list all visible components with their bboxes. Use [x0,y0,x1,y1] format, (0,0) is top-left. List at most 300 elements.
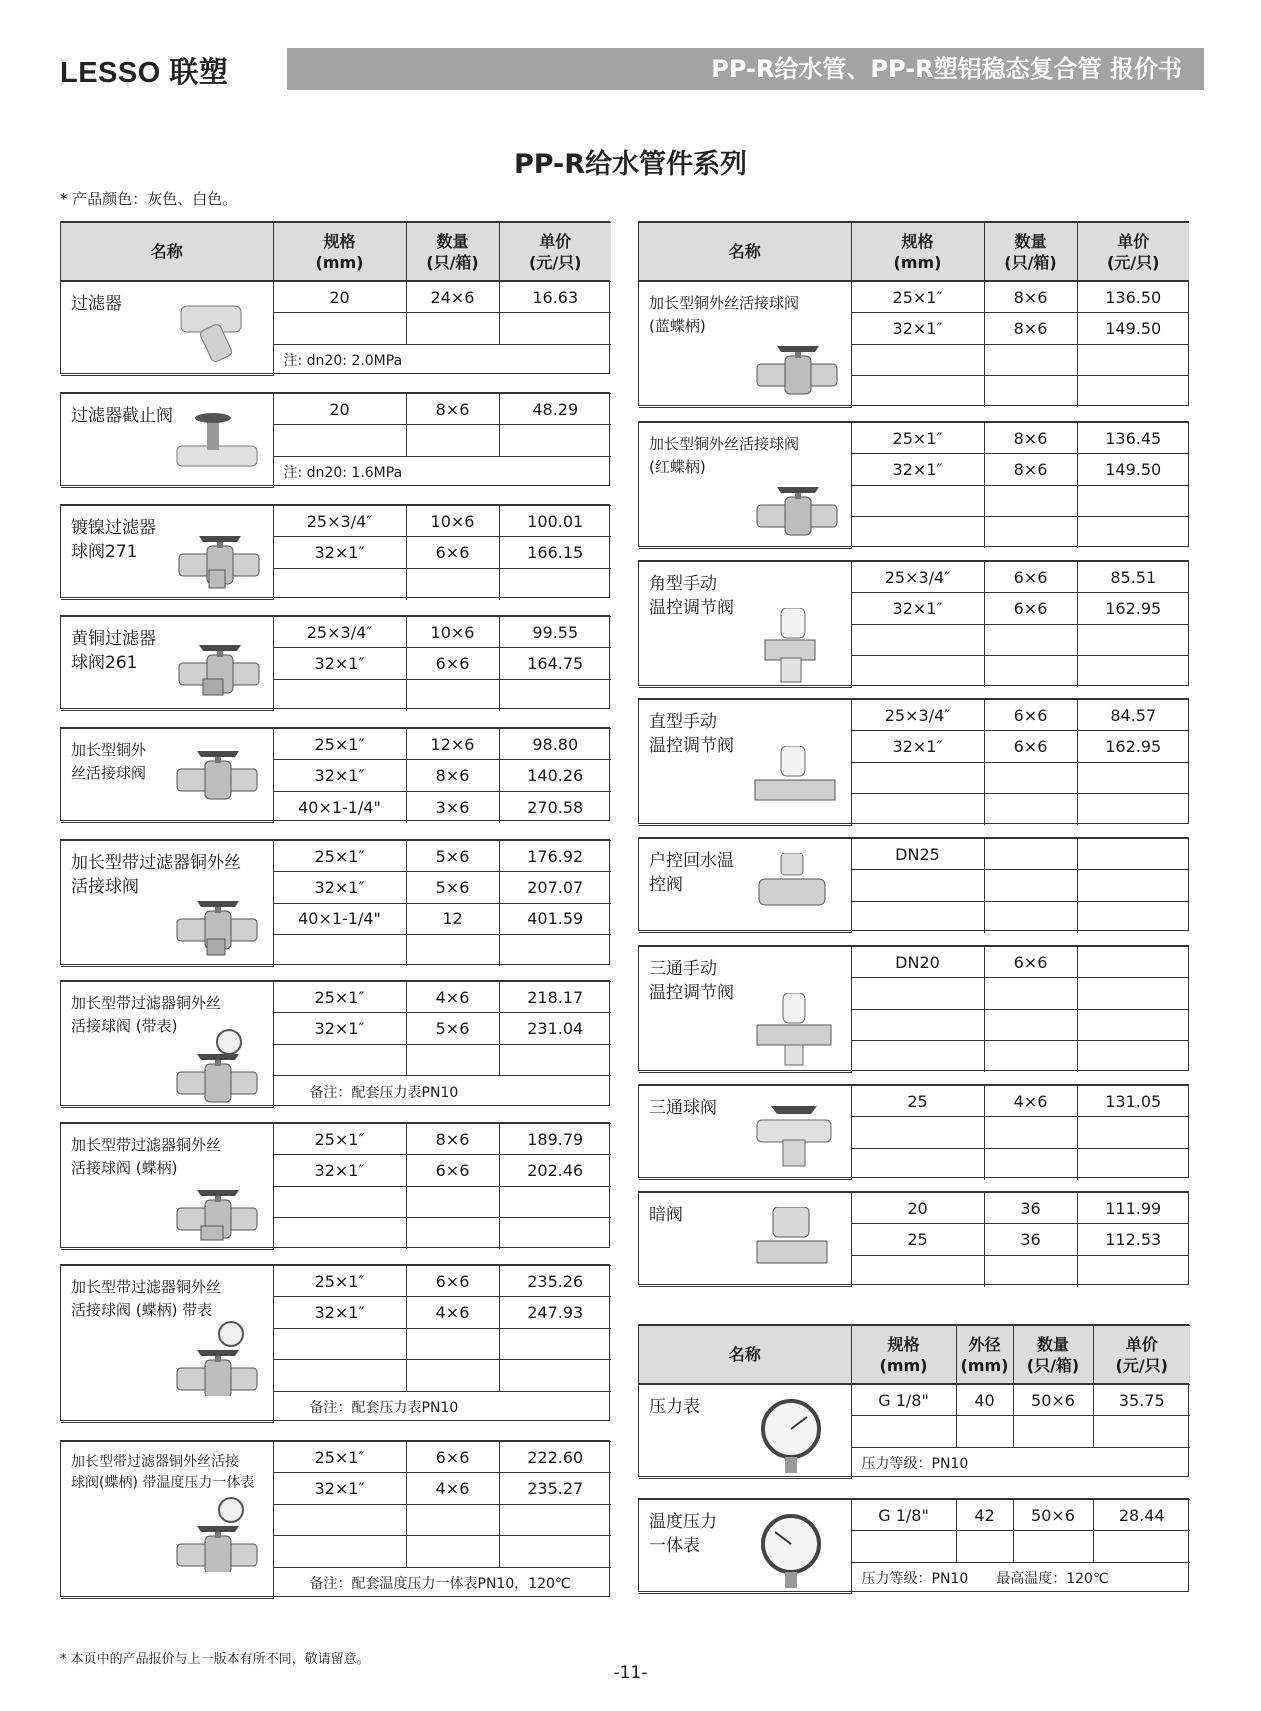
spec-cell [273,313,406,344]
spec-cell: DN20 [851,947,984,978]
qty-cell [984,762,1077,793]
product-name: 暗阀 [649,1205,683,1225]
product-block [60,1122,610,1248]
spec-cell: 32×1″ [851,313,984,344]
column-header-od: 外径 (mm) [956,1326,1013,1385]
column-header-price: 单价 (元/只) [1093,1326,1190,1385]
note-text: 备注：配套温度压力一体表PN10，120℃ [273,1567,611,1598]
qty-cell [1013,1416,1093,1447]
product-name: 镀镍过滤器 球阀271 [71,518,156,563]
product-name-cell [61,282,273,376]
spec-cell [851,344,984,375]
spec-cell: 25×1″ [851,282,984,313]
qty-cell: 8×6 [406,1124,499,1155]
product-block [60,727,610,821]
qty-cell: 8×6 [984,454,1077,485]
table-header-row [61,223,611,282]
column-header-spec: 规格 (mm) [851,223,984,282]
table-row [639,562,1189,593]
spec-cell [273,1360,406,1391]
table-row [639,1086,1189,1117]
spec-cell: 25×1″ [273,1124,406,1155]
product-name: 户控回水温 控阀 [649,851,734,896]
note-text: 注: dn20: 2.0MPa [273,344,611,375]
price-cell [499,425,611,456]
price-cell: 235.26 [499,1266,611,1297]
product-name-cell [639,839,851,933]
qty-cell [406,1044,499,1075]
table-row [639,282,1189,313]
spec-cell [851,624,984,655]
spec-cell [273,1186,406,1217]
product-name: 温度压力 一体表 [649,1512,717,1557]
price-cell: 112.53 [1077,1224,1189,1255]
qty-cell [984,794,1077,825]
od-cell: 42 [956,1500,1013,1531]
qty-cell [984,1009,1077,1040]
spec-cell: 32×1″ [273,648,406,679]
price-cell [499,679,611,710]
spec-cell: G 1/8" [851,1500,956,1531]
spec-cell: 25 [851,1224,984,1255]
price-cell: 16.63 [499,282,611,313]
butterfly-valve-icon [173,1170,261,1250]
price-cell [1077,794,1189,825]
qty-cell: 50×6 [1013,1385,1093,1416]
qty-cell [984,1041,1077,1072]
column-header-price: 单价 (元/只) [1077,223,1189,282]
spec-cell: G 1/8" [851,1385,956,1416]
price-cell [499,1536,611,1567]
blue-handle-valve-icon [751,328,839,408]
product-name-cell [639,282,851,408]
color-note: * 产品颜色：灰色、白色。 [60,190,238,208]
price-cell: 189.79 [499,1124,611,1155]
product-name-cell [61,982,273,1108]
table-row [61,282,611,313]
table-row [61,982,611,1013]
table-row [639,1500,1190,1531]
spec-cell: 32×1″ [851,731,984,762]
table-row [639,1193,1189,1224]
price-cell [499,1328,611,1359]
qty-cell: 5×6 [406,872,499,903]
page-title: PP-R给水管件系列 [513,149,748,180]
qty-cell [984,624,1077,655]
product-name: 加长型带过滤器铜外丝 活接球阀 [71,853,241,898]
spec-cell: 25×1″ [273,1266,406,1297]
price-cell [1077,901,1189,932]
price-cell [1077,870,1189,901]
spec-cell: 20 [273,394,406,425]
spec-cell [273,679,406,710]
qty-cell [406,1218,499,1249]
spec-cell: 32×1″ [273,537,406,568]
price-cell: 85.51 [1077,562,1189,593]
qty-cell [984,376,1077,407]
product-block [638,698,1189,824]
qty-cell: 12 [406,903,499,934]
product-block [60,615,610,709]
table-row [61,617,611,648]
product-name: 直型手动 温控调节阀 [649,712,734,757]
table-row [61,729,611,760]
od-cell: 40 [956,1385,1013,1416]
product-block [60,280,610,374]
qty-cell [984,1255,1077,1286]
spec-cell: 25×3/4″ [851,562,984,593]
spec-cell [273,1504,406,1535]
product-name: 角型手动 温控调节阀 [649,574,734,619]
product-block [60,504,610,598]
spec-cell [851,1531,956,1562]
product-name-cell [61,1124,273,1250]
price-cell: 100.01 [499,506,611,537]
spec-cell [273,935,406,966]
spec-cell: 25×1″ [273,841,406,872]
note-text: 压力等级：PN10 最高温度：120℃ [851,1562,1190,1593]
spec-cell [851,762,984,793]
qty-cell: 36 [984,1224,1077,1255]
note-text: 注: dn20: 1.6MPa [273,456,611,487]
qty-cell: 24×6 [406,282,499,313]
qty-cell: 8×6 [984,313,1077,344]
spec-cell: 32×1″ [273,872,406,903]
price-cell [1077,376,1189,407]
price-cell [1077,656,1189,687]
spec-cell: 32×1″ [273,1155,406,1186]
product-name: 加长型带过滤器铜外丝活接 球阀(蝶柄) 带温度压力一体表 [71,1454,255,1491]
spec-cell: DN25 [851,839,984,870]
qty-cell: 5×6 [406,841,499,872]
qty-cell [984,870,1077,901]
product-name: 三通手动 温控调节阀 [649,959,734,1004]
qty-cell [406,568,499,599]
product-name-cell [639,1500,851,1594]
qty-cell: 6×6 [406,1266,499,1297]
butterfly-gauge-valve-icon [173,1320,261,1400]
price-cell: 99.55 [499,617,611,648]
price-cell [1093,1416,1190,1447]
product-block [638,1383,1189,1477]
spec-cell: 40×1-1/4" [273,903,406,934]
qty-cell [406,1328,499,1359]
product-name-cell [61,394,273,488]
product-block [638,560,1189,686]
footer-note: * 本页中的产品报价与上一版本有所不同，敬请留意。 [60,1652,370,1667]
product-name: 加长型铜外丝活接球阀 (蓝蝶柄) [649,294,800,335]
column-header-spec: 规格 (mm) [273,223,406,282]
spec-cell: 25 [851,1086,984,1117]
price-cell: 48.29 [499,394,611,425]
spec-cell: 32×1″ [273,1297,406,1328]
qty-cell: 3×6 [406,791,499,822]
spec-cell [851,485,984,516]
table-header [638,1324,1189,1383]
product-name-cell [639,700,851,826]
product-block [60,980,610,1106]
price-cell: 149.50 [1077,454,1189,485]
price-cell: 136.50 [1077,282,1189,313]
spec-cell: 25×1″ [851,423,984,454]
table-row [639,700,1189,731]
valve-gauge-icon [173,1028,261,1108]
table-header-row [639,1326,1190,1385]
price-cell [499,313,611,344]
table-row [61,1442,611,1473]
price-cell [499,1218,611,1249]
product-block [638,945,1189,1071]
column-header-price: 单价 (元/只) [499,223,611,282]
price-cell [1077,978,1189,1009]
product-name-cell [639,947,851,1073]
spec-cell [851,1148,984,1179]
spec-cell: 25×3/4″ [851,700,984,731]
price-cell [1077,1255,1189,1286]
spec-cell [851,1416,956,1447]
od-cell [956,1416,1013,1447]
product-block [638,280,1189,406]
note-text: 备注：配套压力表PN10 [273,1076,611,1107]
product-name: 加长型带过滤器铜外丝 活接球阀 (带表) [71,994,222,1035]
spec-cell: 25×1″ [273,1442,406,1473]
column-header-name: 名称 [639,1326,851,1385]
spec-cell [851,1041,984,1072]
price-cell [1077,839,1189,870]
qty-cell [984,656,1077,687]
spec-cell: 32×1″ [851,454,984,485]
product-name-cell [61,1266,273,1423]
column-header-spec: 规格 (mm) [851,1326,956,1385]
brand-logo: LESSO 联塑 [60,57,229,89]
page-number: -11- [613,1663,648,1683]
qty-cell [406,1504,499,1535]
product-block [638,1191,1189,1285]
column-header-qty: 数量 (只/箱) [1013,1326,1093,1385]
qty-cell [984,1117,1077,1148]
qty-cell: 8×6 [406,760,499,791]
spec-cell [851,794,984,825]
spec-cell: 32×1″ [273,1473,406,1504]
qty-cell: 10×6 [406,506,499,537]
note-text: 压力等级：PN10 [851,1447,1190,1478]
qty-cell [984,485,1077,516]
price-cell: 162.95 [1077,593,1189,624]
spec-cell [851,1009,984,1040]
qty-cell: 4×6 [406,1297,499,1328]
price-cell: 162.95 [1077,731,1189,762]
table-row [61,394,611,425]
qty-cell: 8×6 [984,423,1077,454]
note-text: 备注：配套压力表PN10 [273,1391,611,1422]
column-header-qty: 数量 (只/箱) [406,223,499,282]
spec-cell: 25×1″ [273,729,406,760]
product-name: 加长型铜外丝活接球阀 (红蝶柄) [649,435,800,476]
qty-cell [984,978,1077,1009]
price-cell: 98.80 [499,729,611,760]
spec-cell: 25×3/4″ [273,506,406,537]
spec-cell: 32×1″ [273,760,406,791]
price-cell [1093,1531,1190,1562]
product-name: 加长型带过滤器铜外丝 活接球阀 (蝶柄) 带表 [71,1278,222,1319]
product-name: 加长型铜外 丝活接球阀 [71,741,147,782]
price-cell [1077,624,1189,655]
price-cell: 235.27 [499,1473,611,1504]
qty-cell: 10×6 [406,617,499,648]
spec-cell: 32×1″ [273,1013,406,1044]
column-header-name: 名称 [639,223,851,282]
price-cell: 207.07 [499,872,611,903]
table-row [639,423,1189,454]
product-block [638,421,1189,547]
product-name: 三通球阀 [649,1098,717,1118]
price-cell: 176.92 [499,841,611,872]
product-block [60,1264,610,1421]
qty-cell: 6×6 [406,1155,499,1186]
spec-cell: 25×1″ [273,982,406,1013]
price-cell: 149.50 [1077,313,1189,344]
qty-cell [406,425,499,456]
price-cell [1077,947,1189,978]
price-cell [1077,517,1189,548]
spec-cell [851,978,984,1009]
qty-cell [406,1536,499,1567]
qty-cell: 6×6 [984,562,1077,593]
spec-cell [273,1328,406,1359]
price-cell [499,1360,611,1391]
product-name-cell [639,562,851,688]
spec-cell [851,656,984,687]
price-cell: 28.44 [1093,1500,1190,1531]
spec-cell: 32×1″ [851,593,984,624]
price-cell [1077,1117,1189,1148]
price-cell: 222.60 [499,1442,611,1473]
table-row [61,1266,611,1297]
spec-cell [273,425,406,456]
qty-cell: 6×6 [984,947,1077,978]
product-name-cell [639,423,851,549]
product-name-cell [61,1442,273,1599]
price-cell: 111.99 [1077,1193,1189,1224]
product-block [60,392,610,486]
qty-cell [984,517,1077,548]
od-cell [956,1531,1013,1562]
table-header [638,221,1189,280]
price-cell [499,1044,611,1075]
price-cell: 84.57 [1077,700,1189,731]
product-name: 过滤器 [71,294,122,314]
qty-cell [406,1186,499,1217]
price-cell [1077,762,1189,793]
table-row [639,947,1189,978]
price-cell [499,568,611,599]
qty-cell: 6×6 [984,700,1077,731]
table-row [61,1124,611,1155]
spec-cell: 20 [851,1193,984,1224]
product-name-cell [61,617,273,711]
table-row [639,1385,1190,1416]
qty-cell [406,935,499,966]
price-cell [1077,485,1189,516]
qty-cell: 12×6 [406,729,499,760]
spec-cell [851,870,984,901]
qty-cell: 4×6 [406,1473,499,1504]
qty-cell [1013,1531,1093,1562]
spec-cell: 40×1-1/4" [273,791,406,822]
product-block [638,1498,1189,1592]
price-cell [1077,1148,1189,1179]
price-cell: 35.75 [1093,1385,1190,1416]
price-cell: 166.15 [499,537,611,568]
qty-cell [984,1148,1077,1179]
qty-cell: 6×6 [406,1442,499,1473]
table-row [639,839,1189,870]
product-name: 过滤器截止阀 [71,406,173,426]
product-name-cell [639,1193,851,1287]
qty-cell: 5×6 [406,1013,499,1044]
price-cell: 140.26 [499,760,611,791]
qty-cell [984,839,1077,870]
price-cell [1077,1009,1189,1040]
price-cell: 270.58 [499,791,611,822]
price-cell [499,1504,611,1535]
price-cell [1077,344,1189,375]
table-header-row [639,223,1189,282]
spec-cell [273,1536,406,1567]
product-block [60,839,610,965]
product-block [60,1440,610,1597]
qty-cell [984,344,1077,375]
price-cell [499,1186,611,1217]
spec-cell [273,568,406,599]
qty-cell [406,1360,499,1391]
qty-cell: 8×6 [984,282,1077,313]
temp-pressure-valve-icon [173,1496,261,1576]
spec-cell [851,1117,984,1148]
table-header [60,221,610,280]
price-cell [499,935,611,966]
qty-cell [406,679,499,710]
qty-cell: 6×6 [406,537,499,568]
spec-cell: 20 [273,282,406,313]
price-cell: 231.04 [499,1013,611,1044]
price-cell [1077,1041,1189,1072]
spec-cell [851,517,984,548]
qty-cell: 50×6 [1013,1500,1093,1531]
qty-cell [984,901,1077,932]
product-name: 黄铜过滤器 球阀261 [71,629,156,674]
product-name-cell [61,729,273,823]
product-name-cell [61,506,273,600]
spec-cell [851,901,984,932]
product-name: 加长型带过滤器铜外丝 活接球阀 (蝶柄) [71,1136,222,1177]
spec-cell [273,1218,406,1249]
table-row [61,841,611,872]
product-name-cell [639,1385,851,1479]
qty-cell: 4×6 [406,982,499,1013]
spec-cell: 25×3/4″ [273,617,406,648]
qty-cell: 6×6 [406,648,499,679]
header-title: PP-R给水管、PP-R塑铝稳态复合管 报价书 [287,48,1204,90]
qty-cell [406,313,499,344]
price-cell: 247.93 [499,1297,611,1328]
red-handle-valve-icon [751,469,839,549]
column-header-qty: 数量 (只/箱) [984,223,1077,282]
qty-cell: 6×6 [984,593,1077,624]
product-block [638,1084,1189,1178]
spec-cell [851,1255,984,1286]
spec-cell [851,376,984,407]
